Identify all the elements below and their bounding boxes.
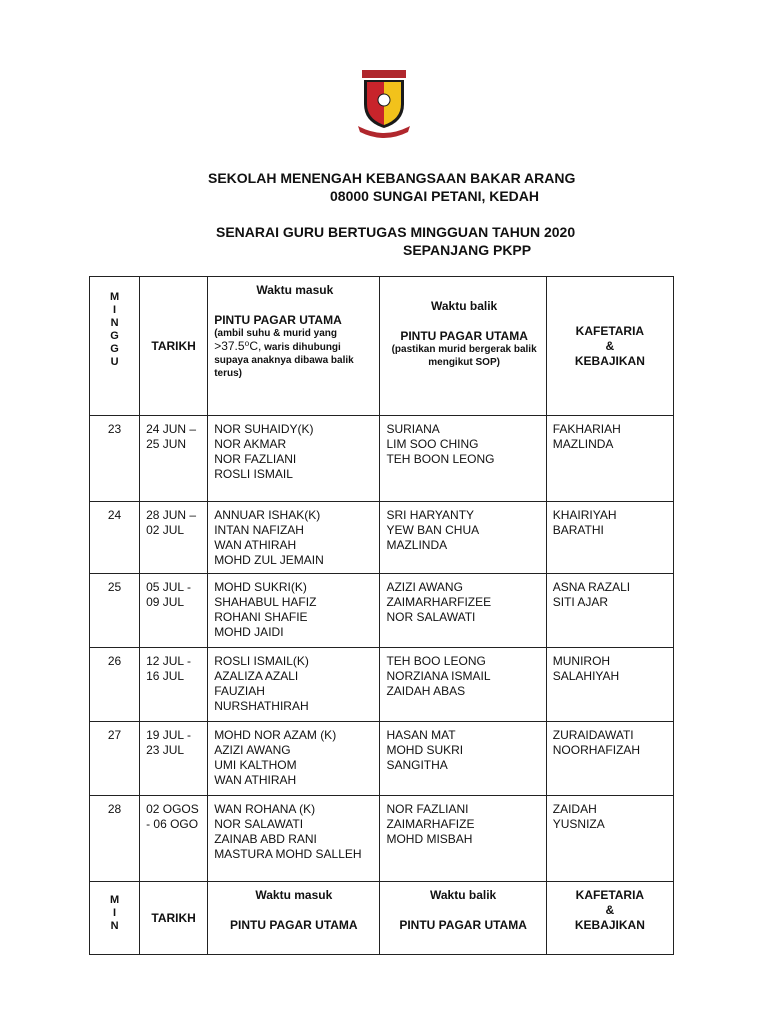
- teacher-name: MOHD SUKRI: [386, 743, 464, 757]
- kafetaria-names: [546, 502, 673, 574]
- teacher-name: LIM SOO CHING: [386, 437, 479, 451]
- teacher-name: ZAIDAH: [552, 802, 597, 816]
- balik-names: [380, 648, 546, 722]
- table-header-row: [90, 277, 674, 416]
- table-footer-header-row: [90, 882, 674, 955]
- teacher-name: MOHD NOR AZAM (K): [214, 728, 337, 742]
- teacher-name: MAZLINDA: [552, 437, 614, 451]
- waktu-masuk-header: [208, 277, 380, 416]
- waktu-balik-header: [380, 277, 546, 416]
- teacher-name: ROSLI ISMAIL(K): [214, 654, 309, 668]
- week-number: 23: [90, 416, 140, 502]
- teacher-name: MUNIROH: [552, 654, 611, 668]
- date-line: 25 JUN: [146, 437, 187, 451]
- kafetaria-header: KAFETARIA & KEBAJIKAN: [546, 277, 673, 416]
- date-line: 02 JUL: [146, 523, 185, 537]
- teacher-name: NORZIANA ISMAIL: [386, 669, 491, 683]
- teacher-name: NOR SALAWATI: [214, 817, 304, 831]
- teacher-name: MOHD SUKRI(K): [214, 580, 307, 594]
- masuk-temp: >37.5⁰C,: [214, 339, 262, 353]
- balik-title: Waktu balik: [430, 299, 498, 313]
- teacher-name: SANGITHA: [386, 758, 448, 772]
- teacher-name: MAZLINDA: [386, 538, 448, 552]
- date-line: 09 JUL: [146, 595, 185, 609]
- teacher-name: SRI HARYANTY: [386, 508, 475, 522]
- teacher-name: WAN ATHIRAH: [214, 538, 297, 552]
- teacher-name: YEW BAN CHUA: [386, 523, 480, 537]
- roster-row: [90, 574, 674, 648]
- roster-row: [90, 796, 674, 882]
- date-line: 28 JUN –: [146, 508, 197, 522]
- masuk-names: [208, 502, 380, 574]
- masuk-names: [208, 648, 380, 722]
- school-name: SEKOLAH MENENGAH KEBANGSAAN BAKAR ARANG: [208, 170, 576, 186]
- masuk-gate: PINTU PAGAR UTAMA: [230, 918, 358, 932]
- waktu-masuk-header: [208, 882, 380, 955]
- balik-title: Waktu balik: [429, 888, 497, 902]
- balik-names: [380, 502, 546, 574]
- roster-row: [90, 416, 674, 502]
- teacher-name: AZALIZA AZALI: [214, 669, 299, 683]
- teacher-name: WAN ROHANA (K): [214, 802, 316, 816]
- teacher-name: KHAIRIYAH: [552, 508, 617, 522]
- teacher-name: HASAN MAT: [386, 728, 456, 742]
- teacher-name: NOR FAZLIANI: [386, 802, 469, 816]
- school-crest-logo: [352, 68, 416, 138]
- teacher-name: SURIANA: [386, 422, 440, 436]
- teacher-name: ZAIDAH ABAS: [386, 684, 466, 698]
- balik-names: [380, 574, 546, 648]
- kafetaria-header: KAFETARIA & KEBAJIKAN: [546, 882, 673, 955]
- teacher-name: NOORHAFIZAH: [552, 743, 641, 757]
- teacher-name: ANNUAR ISHAK(K): [214, 508, 321, 522]
- date-range: [140, 722, 208, 796]
- teacher-name: ASNA RAZALI: [552, 580, 631, 594]
- roster-row: [90, 648, 674, 722]
- teacher-name: FAUZIAH: [214, 684, 265, 698]
- masuk-gate: PINTU PAGAR UTAMA: [214, 313, 342, 327]
- date-line: 16 JUL: [146, 669, 185, 683]
- week-number: 24: [90, 502, 140, 574]
- masuk-title: Waktu masuk: [255, 888, 333, 902]
- kafetaria-names: [546, 648, 673, 722]
- date-range: [140, 648, 208, 722]
- kafetaria-names: [546, 796, 673, 882]
- masuk-note-3: supaya anaknya dibawa balik terus): [214, 355, 354, 379]
- teacher-name: ROHANI SHAFIE: [214, 610, 308, 624]
- date-line: 19 JUL -: [146, 728, 191, 742]
- document-subtitle: SEPANJANG PKPP: [403, 242, 532, 258]
- teacher-name: ZURAIDAWATI: [552, 728, 634, 742]
- teacher-name: NURSHATHIRAH: [214, 699, 309, 713]
- week-header: M I N: [90, 882, 140, 955]
- teacher-name: AZIZI AWANG: [214, 743, 291, 757]
- masuk-title: Waktu masuk: [256, 283, 334, 297]
- week-number: 25: [90, 574, 140, 648]
- roster-row: [90, 722, 674, 796]
- teacher-name: NOR AKMAR: [214, 437, 287, 451]
- masuk-names: [208, 796, 380, 882]
- document-title: SENARAI GURU BERTUGAS MINGGUAN TAHUN 2020: [216, 224, 576, 240]
- balik-names: [380, 722, 546, 796]
- waktu-balik-header: [380, 882, 546, 955]
- teacher-name: NOR FAZLIANI: [214, 452, 297, 466]
- date-range: [140, 574, 208, 648]
- teacher-name: ZAIMARHARFIZEE: [386, 595, 492, 609]
- teacher-name: AZIZI AWANG: [386, 580, 463, 594]
- teacher-name: FAKHARIAH: [552, 422, 621, 436]
- teacher-name: WAN ATHIRAH: [214, 773, 297, 787]
- masuk-names: [208, 722, 380, 796]
- teacher-name: NOR SUHAIDY(K): [214, 422, 314, 436]
- roster-row: [90, 502, 674, 574]
- teacher-name: UMI KALTHOM: [214, 758, 297, 772]
- balik-names: [380, 416, 546, 502]
- week-number: 28: [90, 796, 140, 882]
- teacher-name: MOHD MISBAH: [386, 832, 473, 846]
- teacher-name: TEH BOON LEONG: [386, 452, 495, 466]
- week-header: M I N G G U: [90, 277, 140, 416]
- duty-roster-table: [89, 276, 674, 955]
- teacher-name: ZAINAB ABD RANI: [214, 832, 317, 846]
- date-range: [140, 796, 208, 882]
- teacher-name: SALAHIYAH: [552, 669, 620, 683]
- date-range: [140, 502, 208, 574]
- teacher-name: ZAIMARHAFIZE: [386, 817, 475, 831]
- masuk-names: [208, 416, 380, 502]
- teacher-name: BARATHI: [552, 523, 604, 537]
- teacher-name: MASTURA MOHD SALLEH: [214, 847, 362, 861]
- week-number: 26: [90, 648, 140, 722]
- masuk-note-1: (ambil suhu & murid yang: [214, 328, 337, 339]
- teacher-name: SHAHABUL HAFIZ: [214, 595, 317, 609]
- date-line: 23 JUL: [146, 743, 185, 757]
- date-line: 24 JUN –: [146, 422, 197, 436]
- teacher-name: SITI AJAR: [552, 595, 609, 609]
- tarikh-header: TARIKH: [140, 882, 208, 955]
- teacher-name: ROSLI ISMAIL: [214, 467, 293, 481]
- date-line: 05 JUL -: [146, 580, 191, 594]
- teacher-name: MOHD JAIDI: [214, 625, 284, 639]
- date-range: [140, 416, 208, 502]
- date-line: 12 JUL -: [146, 654, 191, 668]
- date-line: 02 OGOS: [146, 802, 199, 816]
- balik-gate: PINTU PAGAR UTAMA: [399, 918, 527, 932]
- date-line: - 06 OGO: [146, 817, 199, 831]
- kafetaria-names: [546, 722, 673, 796]
- teacher-name: NOR SALAWATI: [386, 610, 476, 624]
- tarikh-header: TARIKH: [140, 277, 208, 416]
- week-number: 27: [90, 722, 140, 796]
- balik-gate: PINTU PAGAR UTAMA: [400, 329, 528, 343]
- balik-names: [380, 796, 546, 882]
- kafetaria-names: [546, 416, 673, 502]
- teacher-name: YUSNIZA: [552, 817, 605, 831]
- teacher-name: TEH BOO LEONG: [386, 654, 486, 668]
- balik-note: (pastikan murid bergerak balik mengikut SOP): [391, 344, 537, 368]
- school-address: 08000 SUNGAI PETANI, KEDAH: [330, 188, 540, 204]
- teacher-name: MOHD ZUL JEMAIN: [214, 553, 324, 567]
- masuk-names: [208, 574, 380, 648]
- masuk-note-2: waris dihubungi: [264, 342, 341, 353]
- teacher-name: INTAN NAFIZAH: [214, 523, 304, 537]
- kafetaria-names: [546, 574, 673, 648]
